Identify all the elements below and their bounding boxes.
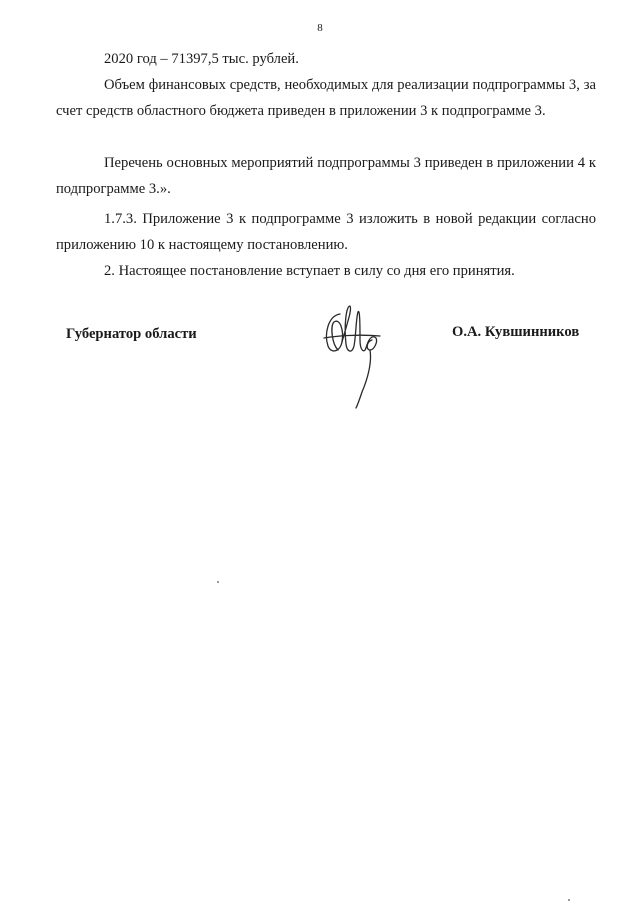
paragraph-effective-date: 2. Настоящее постановление вступает в силу со дня его принятия. xyxy=(104,263,515,279)
handwritten-signature xyxy=(318,300,388,412)
scan-speck xyxy=(568,899,570,901)
signatory-role: Губернатор области xyxy=(66,326,197,342)
signatory-name: О.А. Кувшинников xyxy=(452,324,580,340)
paragraph-measures-list: Перечень основных мероприятий подпрограммы 3 приведен в приложении 4 к подпрограмме 3.». xyxy=(56,155,596,197)
paragraph-appendix-amendment: 1.7.3. Приложение 3 к подпрограмме 3 изложить в новой редакции согласно приложению 10 к настоящему постановлению. xyxy=(56,211,596,253)
scan-speck xyxy=(217,581,219,583)
paragraph-funding-volume: Объем финансовых средств, необходимых для реализации подпрограммы 3, за счет средств областного бюджета приведен в приложении 3 к подпрограмме 3. xyxy=(56,77,596,119)
page-number: 8 xyxy=(317,22,323,34)
paragraph-funding-2020: 2020 год – 71397,5 тыс. рублей. xyxy=(104,51,299,67)
